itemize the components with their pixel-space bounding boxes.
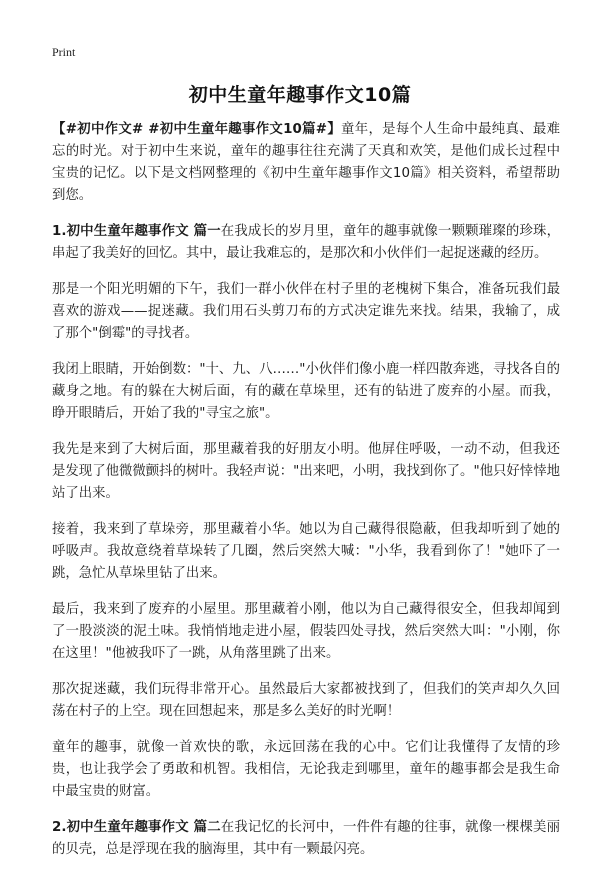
essay2-paragraph	[52, 817, 560, 861]
essay2-text: 在我记忆的长河中，一件件有趣的往事，就像一棵棵美丽的贝壳，总是浮现在我的脑海里，其中有一颗最闪亮。	[52, 820, 560, 857]
essay1-paragraph	[52, 221, 560, 265]
essay1-heading: 1.初中生童年趣事作文 篇一	[52, 224, 221, 239]
intro-tag: 【#初中作文# #初中生童年趣事作文10篇#】	[52, 122, 342, 137]
essay1-paragraph: 那是一个阳光明媚的下午，我们一群小伙伴在村子里的老槐树下集合，准备玩我们最喜欢的游戏——捉迷藏。我们用石头剪刀布的方式决定谁先来找。结果，我输了，成了那个"倒霉"的寻找者。	[52, 282, 560, 341]
essay1-paragraph: 那次捉迷藏，我们玩得非常开心。虽然最后大家都被找到了，但我们的笑声却久久回荡在村子的上空。现在回想起来，那是多么美好的时光啊！	[52, 682, 560, 719]
essay1-paragraph: 我闭上眼睛，开始倒数："十、九、八……"小伙伴们像小鹿一样四散奔逃，寻找各自的藏身之地。有的躲在大树后面，有的藏在草垛里，还有的钻进了废弃的小屋。而我，睁开眼睛后，开始了我的"寻宝之旅"。	[52, 362, 560, 421]
print-link[interactable]: Print	[52, 45, 76, 59]
article-body	[52, 119, 560, 875]
intro-paragraph	[52, 119, 560, 207]
intro-text: 童年，是每个人生命中最纯真、最难忘的时光。对于初中生来说，童年的趣事往往充满了天真和欢笑，是他们成长过程中宝贵的记忆。以下是文档网整理的《初中生童年趣事作文10篇》相关资料，希望帮助到您。	[52, 122, 560, 203]
essay1-paragraph: 我先是来到了大树后面，那里藏着我的好朋友小明。他屏住呼吸，一动不动，但我还是发现了他微微颤抖的树叶。我轻声说："出来吧，小明，我找到你了。"他只好悻悻地站了出来。	[52, 442, 560, 501]
essay1-paragraph: 最后，我来到了废弃的小屋里。那里藏着小刚，他以为自己藏得很安全，但我却闻到了一股淡淡的泥土味。我悄悄地走进小屋，假装四处寻找，然后突然大叫："小刚，你在这里！"他被我吓了一跳，从角落里跳了出来。	[52, 602, 560, 661]
page-title: 初中生童年趣事作文10篇	[188, 84, 412, 106]
essay1-paragraph: 童年的趣事，就像一首欢快的歌，永远回荡在我的心中。它们让我懂得了友情的珍贵，也让我学会了勇敢和机智。我相信，无论我走到哪里，童年的趣事都会是我生命中最宝贵的财富。	[52, 740, 560, 799]
essay1-paragraph: 接着，我来到了草垛旁，那里藏着小华。她以为自己藏得很隐蔽，但我却听到了她的呼吸声。我故意绕着草垛转了几圈，然后突然大喊："小华，我看到你了！"她吓了一跳，急忙从草垛里钻了出来。	[52, 522, 560, 581]
essay1-text: 在我成长的岁月里，童年的趣事就像一颗颗璀璨的珍珠，串起了我美好的回忆。其中，最让我难忘的，是那次和小伙伴们一起捉迷藏的经历。	[52, 224, 560, 261]
essay2-heading: 2.初中生童年趣事作文 篇二	[52, 820, 221, 835]
